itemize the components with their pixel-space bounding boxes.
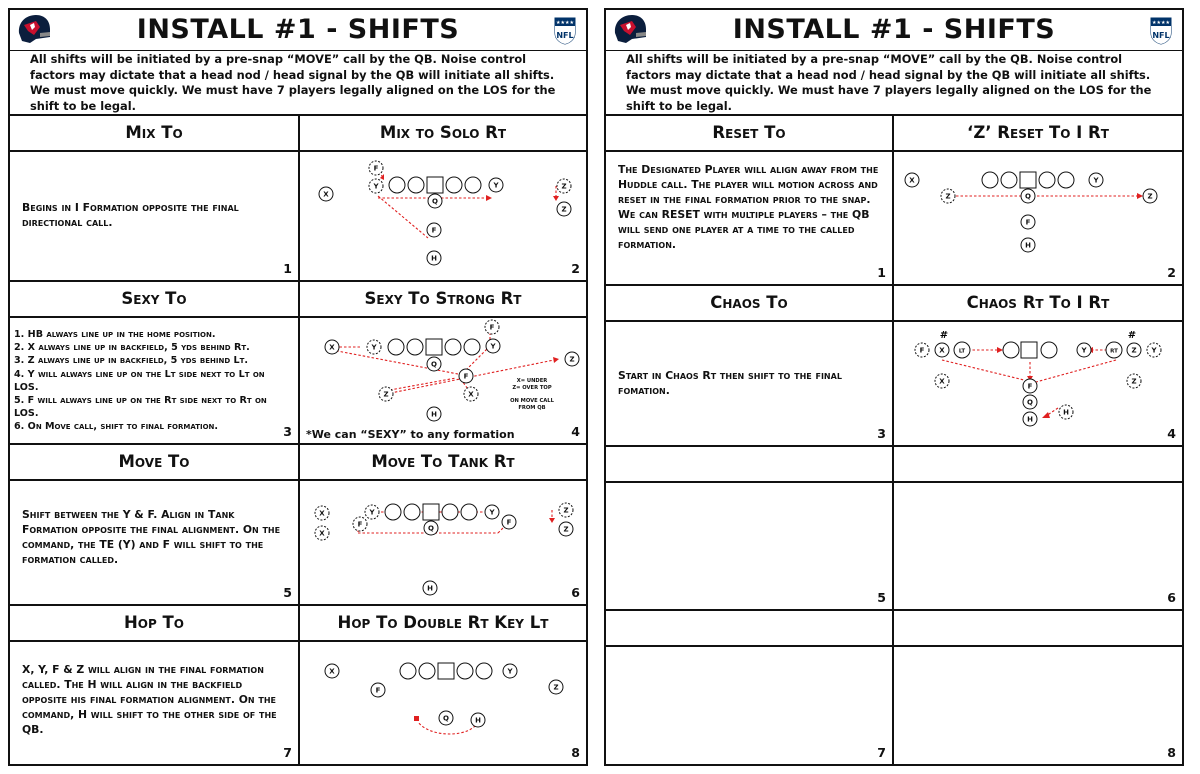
svg-text:Q: Q (431, 360, 437, 369)
svg-text:Z: Z (563, 525, 569, 534)
svg-text:Z: Z (553, 683, 559, 692)
cell-number: 2 (1167, 265, 1176, 280)
cell-sexy-to (10, 282, 300, 445)
cell-number: 7 (877, 745, 886, 760)
cell-description: Shift between the Y & F. Align in Tank Formation opposite the final alignment. On the command, the TE (Y) and F will shift to the formation called. (22, 508, 281, 566)
svg-text:Z: Z (383, 390, 389, 399)
empty-header-cell (606, 611, 894, 647)
sheet-header (606, 10, 1182, 51)
svg-text:X: X (319, 509, 325, 518)
intro-paragraph: All shifts will be initiated by a pre-snap “MOVE” call by the QB. Noise control factors may dictate that a head nod / head signal by the QB will initiate all shifts. We must move quickly. We must have 7 players legally aligned on the LOS for the shift to be legal. (606, 50, 1182, 116)
play-diagram (300, 152, 586, 280)
sheet-header (10, 10, 586, 51)
svg-text:H: H (475, 716, 481, 725)
svg-text:F: F (463, 372, 469, 381)
empty-header-cell (894, 447, 1182, 483)
cell-title: Reset To (606, 116, 892, 152)
cell-title: Mix to Solo Rt (300, 116, 586, 152)
svg-text:F: F (375, 686, 381, 695)
empty-diagram-cell (606, 483, 894, 611)
cell-number: 1 (877, 265, 886, 280)
play-diagram (300, 642, 586, 762)
cell-title: Sexy To Strong Rt (300, 282, 586, 318)
svg-text:Z: Z (569, 355, 575, 364)
svg-text:Y: Y (489, 508, 495, 517)
cell-number: 8 (571, 745, 580, 760)
cell-number: 6 (571, 585, 580, 600)
empty-header-cell (894, 611, 1182, 647)
svg-text:Y: Y (1151, 346, 1157, 355)
cell-description: The Designated Player will align away from the Huddle call. The player will motion across and reset in the final formation prior to the snap. We can RESET with multiple players – the QB will send one player at a time to the called formation. (618, 163, 879, 251)
cell-title: ‘Z’ Reset To I Rt (894, 116, 1182, 152)
cell-number: 3 (283, 424, 292, 439)
svg-text:NFL: NFL (1152, 31, 1170, 40)
svg-text:F: F (489, 323, 495, 332)
cell-z-reset-to-i-rt (894, 116, 1182, 286)
svg-text:H: H (1063, 408, 1069, 417)
svg-text:Y: Y (490, 342, 496, 351)
cell-chaos-rt-to-i-rt (894, 286, 1182, 447)
svg-text:Q: Q (1025, 192, 1031, 201)
empty-header-cell (606, 447, 894, 483)
cell-title: Hop To (10, 606, 298, 642)
svg-text:Z: Z (1131, 377, 1137, 386)
svg-text:ON MOVE CALL: ON MOVE CALL (510, 398, 554, 404)
svg-text:Z: Z (945, 192, 951, 201)
svg-text:Y: Y (371, 343, 377, 352)
cell-hop-to (10, 606, 300, 764)
svg-text:X: X (329, 667, 335, 676)
cell-sexy-to-strong-rt (300, 282, 586, 445)
cell-description: X, Y, F & Z will align in the final formation called. The H will align in the backfield opposite his final formation alignment. On the command, H will shift to the other side of the QB. (22, 663, 277, 736)
left-install-sheet (8, 8, 588, 766)
svg-text:H: H (1025, 241, 1031, 250)
cell-title: Move To Tank Rt (300, 445, 586, 481)
nfl-shield-logo (1148, 13, 1174, 46)
svg-text:Z: Z (1147, 192, 1153, 201)
play-diagram (894, 322, 1182, 445)
cell-title: Mix To (10, 116, 298, 152)
svg-text:NFL: NFL (556, 31, 574, 40)
cell-title: Sexy To (10, 282, 298, 318)
svg-text:X: X (939, 377, 945, 386)
cell-number: 4 (1167, 426, 1176, 441)
cell-number: 5 (283, 585, 292, 600)
svg-text:F: F (1025, 218, 1031, 227)
svg-text:X: X (468, 390, 474, 399)
svg-text:#: # (939, 330, 949, 341)
cell-chaos-to (606, 286, 894, 447)
svg-text:F: F (373, 164, 379, 173)
svg-text:#: # (1127, 330, 1137, 341)
svg-text:LT: LT (958, 348, 966, 355)
svg-text:F: F (919, 346, 925, 355)
cell-number: 6 (1167, 590, 1176, 605)
intro-paragraph: All shifts will be initiated by a pre-snap “MOVE” call by the QB. Noise control factors may dictate that a head nod / head signal by the QB will initiate all shifts. We must move quickly. We must have 7 players legally aligned on the LOS for the shift to be legal. (10, 50, 586, 116)
empty-diagram-cell (894, 483, 1182, 611)
cell-move-to (10, 445, 300, 606)
svg-text:Y: Y (1081, 346, 1087, 355)
svg-text:H: H (431, 254, 437, 263)
right-install-sheet (604, 8, 1184, 766)
cell-number: 2 (571, 261, 580, 276)
svg-text:F: F (357, 520, 363, 529)
svg-text:Q: Q (1027, 398, 1033, 407)
cell-description: Begins in I Formation opposite the final directional call. (22, 201, 239, 229)
svg-text:Y: Y (1093, 176, 1099, 185)
svg-text:★★★★: ★★★★ (1152, 20, 1170, 26)
svg-text:FROM QB: FROM QB (518, 405, 546, 411)
svg-text:X: X (939, 346, 945, 355)
svg-text:Q: Q (432, 197, 438, 206)
svg-text:Q: Q (428, 524, 434, 533)
cell-hop-to-double-rt-key-lt (300, 606, 586, 764)
svg-text:Z= OVER TOP: Z= OVER TOP (512, 385, 552, 391)
cell-number: 3 (877, 426, 886, 441)
cell-mix-to (10, 116, 300, 282)
svg-text:RT: RT (1110, 348, 1118, 355)
svg-text:F: F (1027, 382, 1033, 391)
svg-text:F: F (431, 226, 437, 235)
svg-text:H: H (427, 584, 433, 593)
svg-text:X: X (319, 529, 325, 538)
cell-title: Move To (10, 445, 298, 481)
svg-text:X: X (329, 343, 335, 352)
cell-note: *We can “SEXY” to any formation (306, 428, 515, 441)
nfl-shield-logo (552, 13, 578, 46)
cell-description: Start in Chaos Rt then shift to the final fomation. (618, 369, 842, 397)
cell-number: 7 (283, 745, 292, 760)
svg-text:Y: Y (373, 182, 379, 191)
svg-text:Y: Y (507, 667, 513, 676)
svg-text:★★★★: ★★★★ (556, 20, 574, 26)
svg-text:Q: Q (443, 714, 449, 723)
svg-text:Y: Y (369, 508, 375, 517)
svg-text:Z: Z (563, 506, 569, 515)
play-diagram (300, 318, 586, 443)
play-diagram (300, 481, 586, 604)
svg-text:X: X (909, 176, 915, 185)
cell-number: 4 (571, 424, 580, 439)
cell-reset-to (606, 116, 894, 286)
svg-text:Y: Y (493, 181, 499, 190)
cell-move-to-tank-rt (300, 445, 586, 606)
empty-diagram-cell (894, 647, 1182, 764)
page-title: INSTALL #1 - SHIFTS (136, 14, 460, 45)
cell-title: Hop To Double Rt Key Lt (300, 606, 586, 642)
play-diagram (894, 152, 1182, 284)
cell-title: Chaos Rt To I Rt (894, 286, 1182, 322)
svg-text:F: F (506, 518, 512, 527)
cell-number: 1 (283, 261, 292, 276)
cell-title: Chaos To (606, 286, 892, 322)
svg-text:H: H (431, 410, 437, 419)
cell-description: 1. HB always line up in the home position. 2. X always line up in backfield, 5 yds behind Rt. 3. Z always line up in backfield, 5 yds behind Lt. 4. Y will always line up on the Lt side next to Lt on LOS. 5. F will always line up on the Rt side next to Rt on LOS. 6. On Move call, shift to final formation. (14, 329, 267, 433)
cell-mix-to-solo-rt (300, 116, 586, 282)
svg-text:Z: Z (561, 182, 567, 191)
svg-text:X: X (323, 190, 329, 199)
svg-text:X= UNDER: X= UNDER (516, 378, 548, 384)
svg-text:Z: Z (561, 205, 567, 214)
cell-number: 5 (877, 590, 886, 605)
svg-text:Z: Z (1131, 346, 1137, 355)
empty-diagram-cell (606, 647, 894, 764)
cell-number: 8 (1167, 745, 1176, 760)
svg-text:H: H (1027, 415, 1033, 424)
page-title: INSTALL #1 - SHIFTS (732, 14, 1056, 45)
